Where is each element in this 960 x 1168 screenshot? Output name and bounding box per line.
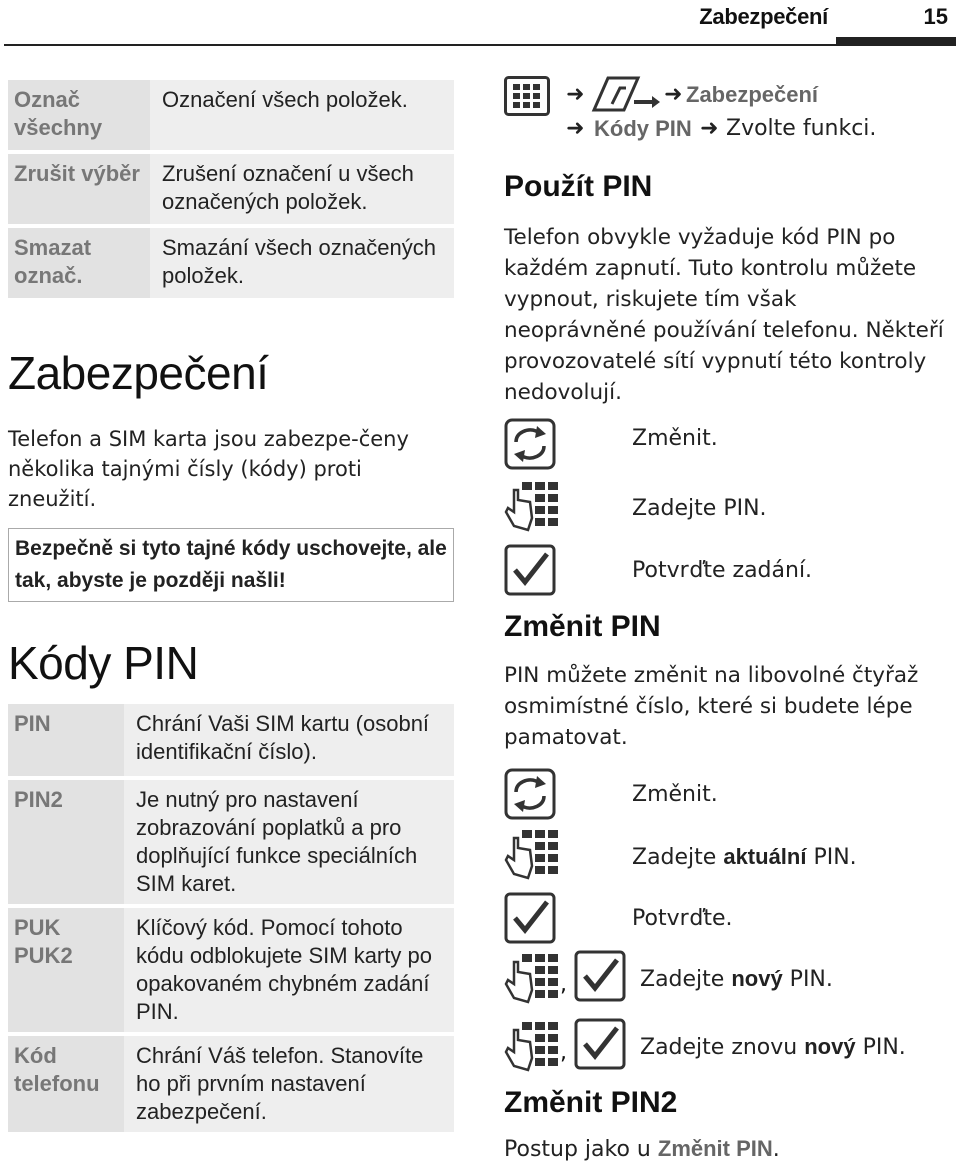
use-pin-step-enter	[504, 478, 944, 530]
pin-desc: Klíčový kód. Pomocí tohoto kódu odblokujete SIM karty po opakovaném chybném zadání PIN.	[124, 908, 454, 1032]
step-emphasis: nový	[731, 966, 783, 991]
pin-term: Kód telefonu	[8, 1036, 124, 1132]
pin-desc: Je nutný pro nastavení zobrazování poplatků a pro doplňující funkce speciálních SIM karet.	[124, 780, 454, 904]
pin-codes-table	[8, 700, 454, 1136]
reference-link[interactable]: Změnit PIN	[657, 1136, 773, 1161]
section-intro: Telefon a SIM karta jsou zabezpe-čeny několika tajnými čísly (kódy) proti zneužití.	[8, 427, 409, 511]
change-arrows-icon	[504, 768, 556, 820]
keypad-hand-icon	[504, 1018, 560, 1074]
step-text: Zadejte PIN.	[632, 496, 767, 521]
pin-desc: Chrání Váš telefon. Stanovíte ho při prvním nastavení zabezpečení.	[124, 1036, 454, 1132]
change-pin2-heading: Změnit PIN2	[504, 1086, 678, 1119]
checkmark-icon	[504, 892, 556, 944]
keypad-hand-icon	[504, 478, 560, 534]
change-pin-step-repeat	[504, 1018, 944, 1070]
keypad-hand-icon	[504, 950, 560, 1006]
step-text: PIN.	[855, 1035, 906, 1060]
use-pin-step-change	[504, 418, 944, 470]
pin-desc: Chrání Vaši SIM kartu (osobní identifikační číslo).	[124, 704, 454, 776]
page-number: 15	[923, 4, 948, 29]
option-desc: Smazání všech označených položek.	[150, 228, 454, 298]
menu-grid-icon	[504, 76, 550, 116]
nav-item-pin-codes: Kódy PIN	[594, 116, 692, 141]
checkmark-icon	[504, 544, 556, 596]
change-pin2-text	[504, 1134, 780, 1165]
step-text: PIN.	[806, 845, 857, 870]
step-text: Změnit.	[632, 426, 718, 451]
step-text: Potvrďte zadání.	[632, 558, 813, 583]
table-row	[8, 780, 454, 904]
step-text: PIN.	[782, 967, 833, 992]
change-pin-text: PIN můžete změnit na libovolné čtyřaž osmimístné číslo, které si budete lépe pamatovat.	[504, 663, 919, 750]
pin-term: PIN2	[8, 780, 124, 904]
option-term: Označ všechny	[8, 80, 150, 150]
table-row	[8, 154, 454, 224]
option-desc: Označení všech položek.	[150, 80, 454, 150]
comma-separator: ,	[560, 972, 567, 997]
option-desc: Zrušení označení u všech označených položek.	[150, 154, 454, 224]
change-pin-step-new	[504, 950, 944, 1002]
option-term: Smazat označ.	[8, 228, 150, 298]
menu-navigation-path	[504, 76, 944, 146]
use-pin-heading: Použít PIN	[504, 170, 653, 203]
table-row	[8, 704, 454, 776]
step-text: Zadejte znovu	[640, 1035, 805, 1060]
use-pin-text: Telefon obvykle vyžaduje kód PIN po každém zapnutí. Tuto kontrolu můžete vypnout, riskujete tím však neoprávněné používání telefonu. Někteří provozovatelé sítí vypnutí této kontroly nedovolují.	[504, 225, 944, 405]
pin-term: PUK PUK2	[8, 908, 124, 1032]
page-header-title: Zabezpečení	[699, 4, 828, 29]
change-arrows-icon	[504, 418, 556, 470]
pin-term: PIN	[8, 704, 124, 776]
selection-options-table	[8, 76, 454, 302]
nav-action: Zvolte funkci.	[726, 116, 877, 141]
nav-item-security: Zabezpečení	[686, 82, 819, 107]
nav-arrow: ➜	[566, 82, 585, 107]
body-text: Postup jako u	[504, 1137, 658, 1162]
header-rule-accent	[836, 37, 956, 46]
checkmark-icon	[574, 1018, 626, 1070]
change-pin-step-current	[504, 826, 944, 878]
security-menu-icon	[590, 74, 660, 114]
table-row	[8, 908, 454, 1032]
change-pin-heading: Změnit PIN	[504, 610, 661, 643]
change-pin-step-change	[504, 768, 944, 820]
step-text: Změnit.	[632, 782, 718, 807]
step-text: Zadejte	[640, 967, 732, 992]
keypad-hand-icon	[504, 826, 560, 882]
nav-arrow: ➜	[664, 82, 683, 107]
table-row	[8, 228, 454, 298]
checkmark-icon	[574, 950, 626, 1002]
step-emphasis: nový	[804, 1034, 856, 1059]
pin-codes-heading: Kódy PIN	[8, 637, 199, 689]
nav-arrow: ➜	[566, 116, 585, 141]
step-text: Potvrďte.	[632, 906, 733, 931]
comma-separator: ,	[560, 1040, 567, 1065]
header-rule	[4, 44, 956, 46]
body-text: .	[772, 1137, 780, 1162]
step-emphasis: aktuální	[723, 844, 807, 869]
option-term: Zrušit výběr	[8, 154, 150, 224]
change-pin-step-confirm	[504, 892, 944, 944]
step-text: Zadejte	[632, 845, 724, 870]
table-row	[8, 80, 454, 150]
table-row	[8, 1036, 454, 1132]
section-heading: Zabezpečení	[8, 347, 269, 399]
security-note: Bezpečně si tyto tajné kódy uschovejte, ale tak, abyste je později našli!	[8, 528, 454, 602]
use-pin-step-confirm	[504, 544, 944, 596]
nav-arrow: ➜	[700, 116, 719, 141]
